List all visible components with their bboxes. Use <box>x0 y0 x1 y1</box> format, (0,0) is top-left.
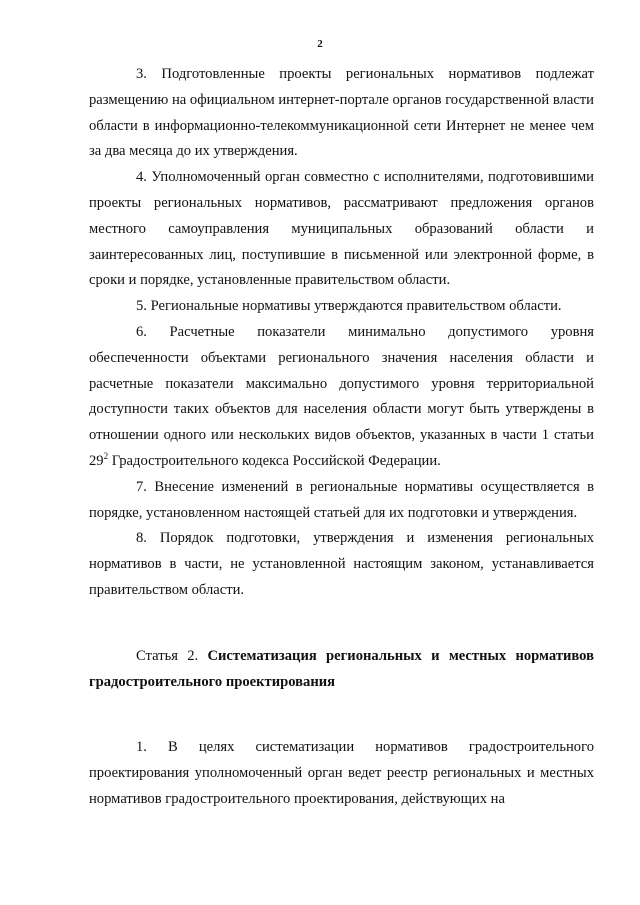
document-body <box>89 62 594 813</box>
paragraph-4: 4. Уполномоченный орган совместно с исполнителями, подготовившими проекты региональных нормативов, рассматривают предложения органов местного самоуправления муниципальных образований области и заинтересованных лиц, поступившие в письменной или электронной форме, в сроки и порядке, установленные правительством области. <box>89 169 594 289</box>
paragraph-6 <box>89 320 594 475</box>
article-title: Систематизация региональных и местных нормативов градостроительного проектирования <box>89 647 594 690</box>
paragraph-6-tail: Градостроительного кодекса Российской Федерации. <box>108 452 441 469</box>
article-heading <box>89 644 594 696</box>
paragraph-8: 8. Порядок подготовки, утверждения и изменения региональных нормативов в части, не установленной настоящим законом, устанавливается правительством области. <box>89 530 594 598</box>
paragraph-6-superscript: 2 <box>103 451 109 462</box>
paragraph-6-text: 6. Расчетные показатели минимально допустимого уровня обеспеченности объектами регионального значения населения области и расчетные показатели максимально допустимого уровня территориальной доступности таких объектов для населения области могут быть утверждены в отношении одного или нескольких видов объектов, указанных в части 1 статьи 29 <box>89 323 594 469</box>
paragraph-5: 5. Региональные нормативы утверждаются правительством области. <box>136 298 562 315</box>
paragraph-7: 7. Внесение изменений в региональные нормативы осуществляется в порядке, установленном настоящей статьей для их подготовки и утверждения. <box>89 478 594 521</box>
article-paragraph-1: 1. В целях систематизации нормативов градостроительного проектирования уполномоченный орган ведет реестр региональных и местных нормативов градостроительного проектирования, действующих на <box>89 739 594 807</box>
article-prefix: Статья 2. <box>136 647 208 664</box>
paragraph-3: 3. Подготовленные проекты региональных нормативов подлежат размещению на официальном интернет-портале органов государственной власти области в информационно-телекоммуникационной сети Интернет не менее чем за два месяца до их утверждения. <box>89 66 594 160</box>
page-number: 2 <box>317 38 323 50</box>
